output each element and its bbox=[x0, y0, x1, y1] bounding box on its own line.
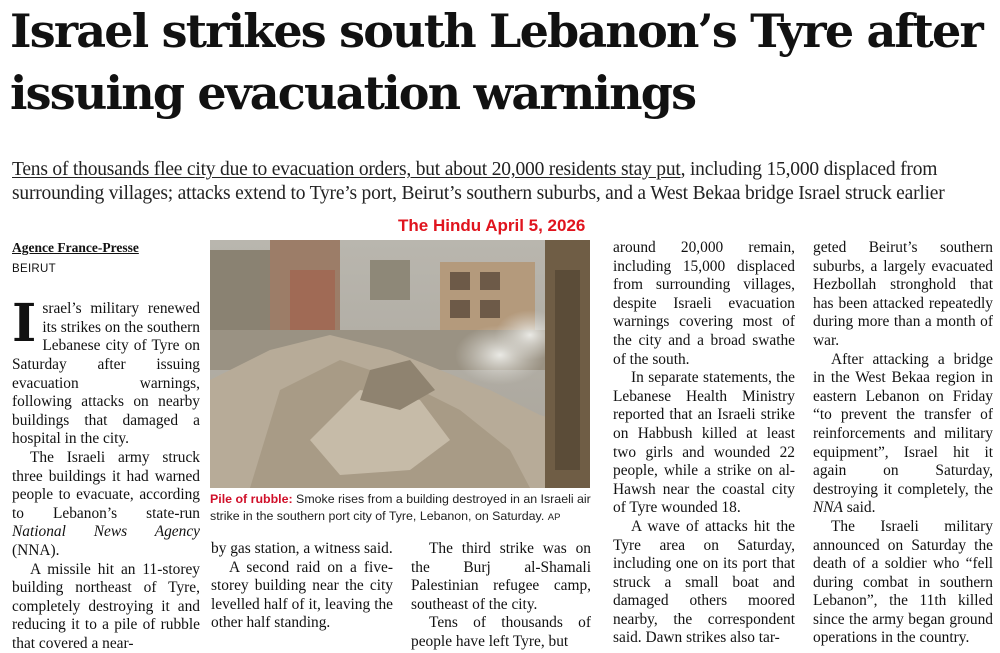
paragraph: geted Beirut’s southern suburbs, a largely evacuated Hezbollah stronghold that has been attacked repeatedly during more than a month of war. bbox=[813, 239, 993, 351]
paragraph bbox=[12, 300, 200, 449]
paragraph-italic: NNA bbox=[813, 499, 843, 516]
caption-label: Pile of rubble: bbox=[210, 492, 293, 506]
paragraph: by gas station, a witness said. bbox=[211, 540, 393, 559]
column-2 bbox=[211, 540, 393, 633]
paragraph: The third strike was on the Burj al-Shamali Palestinian refugee camp, southeast of the city. bbox=[411, 540, 591, 614]
paragraph: The Israeli military announced on Saturday the death of a soldier who “fell during combat in southern Lebanon”, the 11th killed since the army began ground operations in the country. bbox=[813, 518, 993, 648]
subhead-rest: , including 15,000 displaced from surrounding villages; attacks extend to Tyre’s port, Beirut’s southern suburbs, and a West Bekaa bridge Israel struck earlier bbox=[12, 159, 945, 204]
paragraph bbox=[813, 351, 993, 518]
dateline: The Hindu April 5, 2026 bbox=[398, 216, 585, 236]
paragraph-text: (NNA). bbox=[12, 542, 59, 559]
paragraph: around 20,000 remain, including 15,000 displaced from surrounding villages, despite Israeli evacuation warnings covering most of the city and a broad swathe of the south. bbox=[613, 239, 795, 369]
paragraph-text: said. bbox=[843, 499, 876, 516]
paragraph-text: srael’s military renewed its strikes on the southern Lebanese city of Tyre on Saturday after issuing evacuation warnings, following attacks on nearby buildings that damaged a hospital in the city. bbox=[12, 300, 200, 447]
place-line: BEIRUT bbox=[12, 260, 200, 279]
column-3 bbox=[411, 540, 591, 652]
paragraph: A second raid on a five-storey building near the city levelled half of it, leaving the other half standing. bbox=[211, 559, 393, 633]
photo-credit: AP bbox=[548, 512, 561, 523]
subhead-underlined: Tens of thousands flee city due to evacuation orders, but about 20,000 residents stay put bbox=[12, 159, 681, 180]
paragraph: Tens of thousands of people have left Tyre, but bbox=[411, 614, 591, 651]
byline: Agence France-Presse bbox=[12, 239, 200, 258]
column-1 bbox=[12, 239, 200, 653]
headline: Israel strikes south Lebanon’s Tyre after issuing evacuation warnings bbox=[10, 0, 995, 124]
paragraph-text: After attacking a bridge in the West Bekaa region in eastern Lebanon on Friday “to prevent the transfer of reinforcements and military equipment”, Israel hit it again on Saturday, destroying it completely, the bbox=[813, 351, 993, 498]
paragraph-italic: National News Agency bbox=[12, 523, 200, 540]
paragraph: A wave of attacks hit the Tyre area on Saturday, including one on its port that struck a small boat and damaged others moored nearby, the correspondent said. Dawn strikes also tar- bbox=[613, 518, 795, 648]
photo-caption bbox=[210, 491, 592, 526]
news-photo bbox=[210, 240, 590, 488]
column-4 bbox=[613, 239, 795, 648]
drop-cap: I bbox=[12, 302, 36, 346]
caption-text: Smoke rises from a building destroyed in an Israeli air strike in the southern port city of Tyre, Lebanon, on Saturday. bbox=[210, 492, 591, 523]
rubble-photo-illustration bbox=[210, 240, 590, 488]
paragraph: A missile hit an 11-storey building northeast of Tyre, completely destroying it and reducing it to a pile of rubble that covered a near- bbox=[12, 561, 200, 653]
paragraph-text: The Israeli army struck three buildings it had warned people to evacuate, according to Lebanon’s state-run bbox=[12, 449, 200, 522]
subhead bbox=[12, 158, 992, 206]
paragraph bbox=[12, 449, 200, 561]
column-5 bbox=[813, 239, 993, 648]
paragraph: In separate statements, the Lebanese Health Ministry reported that an Israeli strike on Habbush killed at least two girls and wounded 22 people, while a strike on al-Hawsh near the coastal city of Tyre wounded 18. bbox=[613, 369, 795, 518]
